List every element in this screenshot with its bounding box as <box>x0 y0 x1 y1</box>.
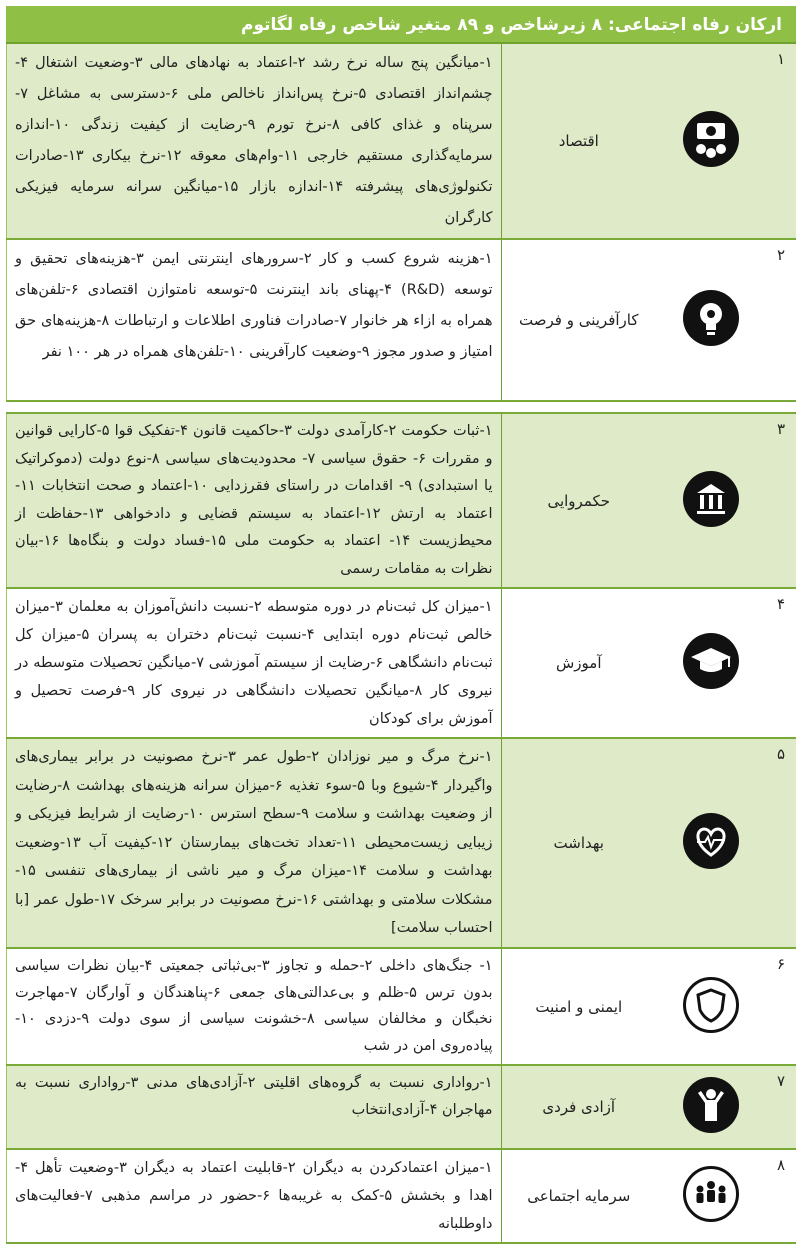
pillar-name: بهداشت <box>501 738 656 948</box>
graduation-cap-icon <box>683 633 739 689</box>
heart-pulse-icon <box>683 813 739 869</box>
table-row <box>7 948 797 1065</box>
pillar-variables: ۱- جنگ‌های داخلی ۲-حمله و تجاوز ۳-بی‌ثباتی جمعیتی ۴-بیان نظرات سیاسی بدون ترس ۵-ظلم و بی‌عدالتی‌های جمعی ۶-پناهندگان و آوارگان ۷-مهاجرت نخبگان و مخالفان سیاسی ۸-خشونت سیاسی از سوی دولت ۹-دزدی ۱۰-پیاده‌روی امن در شب <box>7 948 502 1065</box>
row-number: ۲ <box>766 239 796 401</box>
table-row <box>7 239 797 401</box>
row-number: ۱ <box>766 44 796 239</box>
lightbulb-icon <box>683 290 739 346</box>
money-exchange-icon <box>683 111 739 167</box>
pillar-name: اقتصاد <box>501 44 656 239</box>
table-row <box>7 44 797 239</box>
row-number: ۳ <box>766 413 796 588</box>
pillars-table <box>6 44 796 1244</box>
pillar-variables: ۱-هزینه شروع کسب و کار ۲-سرورهای اینترنتی ایمن ۳-هزینه‌های تحقیق و توسعه (R&D) ۴-پهنای باند اینترنت ۵-توسعه نامتوازن اقتصادی ۶-تلفن‌های همراه به ازاء هر خانوار ۷-صادرات فناوری اطلاعات و ارتباطات ۸-هزینه‌های حق امتیاز و صدور مجوز ۹-وضعیت کارآفرینی ۱۰-تلفن‌های همراه در هر ۱۰۰ نفر <box>7 239 502 401</box>
table-row <box>7 1149 797 1243</box>
pillar-name: آزادی فردی <box>501 1065 656 1149</box>
row-number: ۷ <box>766 1065 796 1149</box>
pillar-name: ایمنی و امنیت <box>501 948 656 1065</box>
table-title: ارکان رفاه اجتماعی: ۸ زیرشاخص و ۸۹ متغیر شاخص رفاه لگاتوم <box>6 6 796 44</box>
pillar-variables: ۱-میزان اعتمادکردن به دیگران ۲-قابلیت اعتماد به دیگران ۳-وضعیت تأهل ۴-اهدا و بخشش ۵-کمک به غریبه‌ها ۶-حضور در مراسم مذهبی ۷-فعالیت‌های داوطلبانه <box>7 1149 502 1243</box>
row-number: ۸ <box>766 1149 796 1243</box>
shield-icon <box>683 977 739 1033</box>
pillar-name: کارآفرینی و فرصت <box>501 239 656 401</box>
people-group-icon <box>683 1166 739 1222</box>
pillar-name: حکمروایی <box>501 413 656 588</box>
table-row <box>7 738 797 948</box>
table-row <box>7 1065 797 1149</box>
table-spacer <box>7 401 797 413</box>
pillar-variables: ۱-میانگین پنج ساله نرخ رشد ۲-اعتماد به نهادهای مالی ۳-وضعیت اشتغال ۴- چشم‌انداز اقتصادی ۵-نرخ پس‌انداز ناخالص ملی ۶-دسترسی به مشاغل ۷- سرپناه و غذای کافی ۸-نرخ تورم ۹-رضایت از کیفیت زندگی ۱۰-اندازه سرمایه‌گذاری مستقیم خارجی ۱۱-وام‌های معوقه ۱۲-نرخ بیکاری ۱۳-صادرات تکنولوژی‌های پیشرفته ۱۴-اندازه بازار ۱۵-میانگین سرانه سرمایه فیزیکی کارگران <box>7 44 502 239</box>
row-number: ۵ <box>766 738 796 948</box>
pillar-name: آموزش <box>501 588 656 738</box>
pillar-variables: ۱-میزان کل ثبت‌نام در دوره متوسطه ۲-نسبت دانش‌آموزان به معلمان ۳-میزان خالص ثبت‌نام دوره ابتدایی ۴-نسبت ثبت‌نام دختران به پسران ۵-میزان کل ثبت‌نام دانشگاهی ۶-رضایت از سیستم آموزشی ۷-میانگین تحصیلات متوسطه در نیروی کار ۸-میانگین تحصیلات دانشگاهی در نیروی کار ۹-فرصت تحصیل و آموزش برای کودکان <box>7 588 502 738</box>
pillar-variables: ۱-رواداری نسبت به گروه‌های اقلیتی ۲-آزادی‌های مدنی ۳-رواداری نسبت به مهاجران ۴-آزادی‌انتخاب <box>7 1065 502 1149</box>
table-row <box>7 413 797 588</box>
pillar-variables: ۱-نرخ مرگ و میر نوزادان ۲-طول عمر ۳-نرخ مصونیت در برابر بیماری‌های واگیردار ۴-شیوع وبا ۵-سوء تغذیه ۶-میزان سرانه هزینه‌های بهداشت ۸-رضایت از وضعیت بهداشت و سلامت ۹-سطح استرس ۱۰-رضایت از شرایط فیزیکی و زیبایی زیست‌محیطی ۱۱-تعداد تخت‌های بیمارستان ۱۲-کیفیت آب ۱۳-وضعیت بهداشت و سلامت ۱۴-میزان مرگ و میر ناشی از بیماری‌های تنفسی ۱۵-مشکلات سلامتی و بهداشتی ۱۶-نرخ مصونیت در برابر سرخک ۱۷-طول عمر [با احتساب سلامت] <box>7 738 502 948</box>
person-raised-arms-icon <box>683 1077 739 1133</box>
row-number: ۶ <box>766 948 796 1065</box>
pillar-name: سرمایه اجتماعی <box>501 1149 656 1243</box>
pillar-variables: ۱-ثبات حکومت ۲-کارآمدی دولت ۳-حاکمیت قانون ۴-تفکیک قوا ۵-کارایی قوانین و مقررات ۶- حقوق سیاسی ۷- محدودیت‌های سیاسی ۸-نوع دولت (دموکراتیک یا استبدادی) ۹- اقدامات در راستای فقرزدایی ۱۰-اعتماد و صحت انتخابات ۱۱-اعتماد به ارتش ۱۲-اعتماد به سیستم قضایی و دادخواهی ۱۳-حفاظت از محیط‌زیست ۱۴- اعتماد به حکومت ملی ۱۵-فساد دولت و بنگاه‌ها ۱۶-بیان نظرات به مقامات رسمی <box>7 413 502 588</box>
table-row <box>7 588 797 738</box>
government-building-icon <box>683 471 739 527</box>
row-number: ۴ <box>766 588 796 738</box>
